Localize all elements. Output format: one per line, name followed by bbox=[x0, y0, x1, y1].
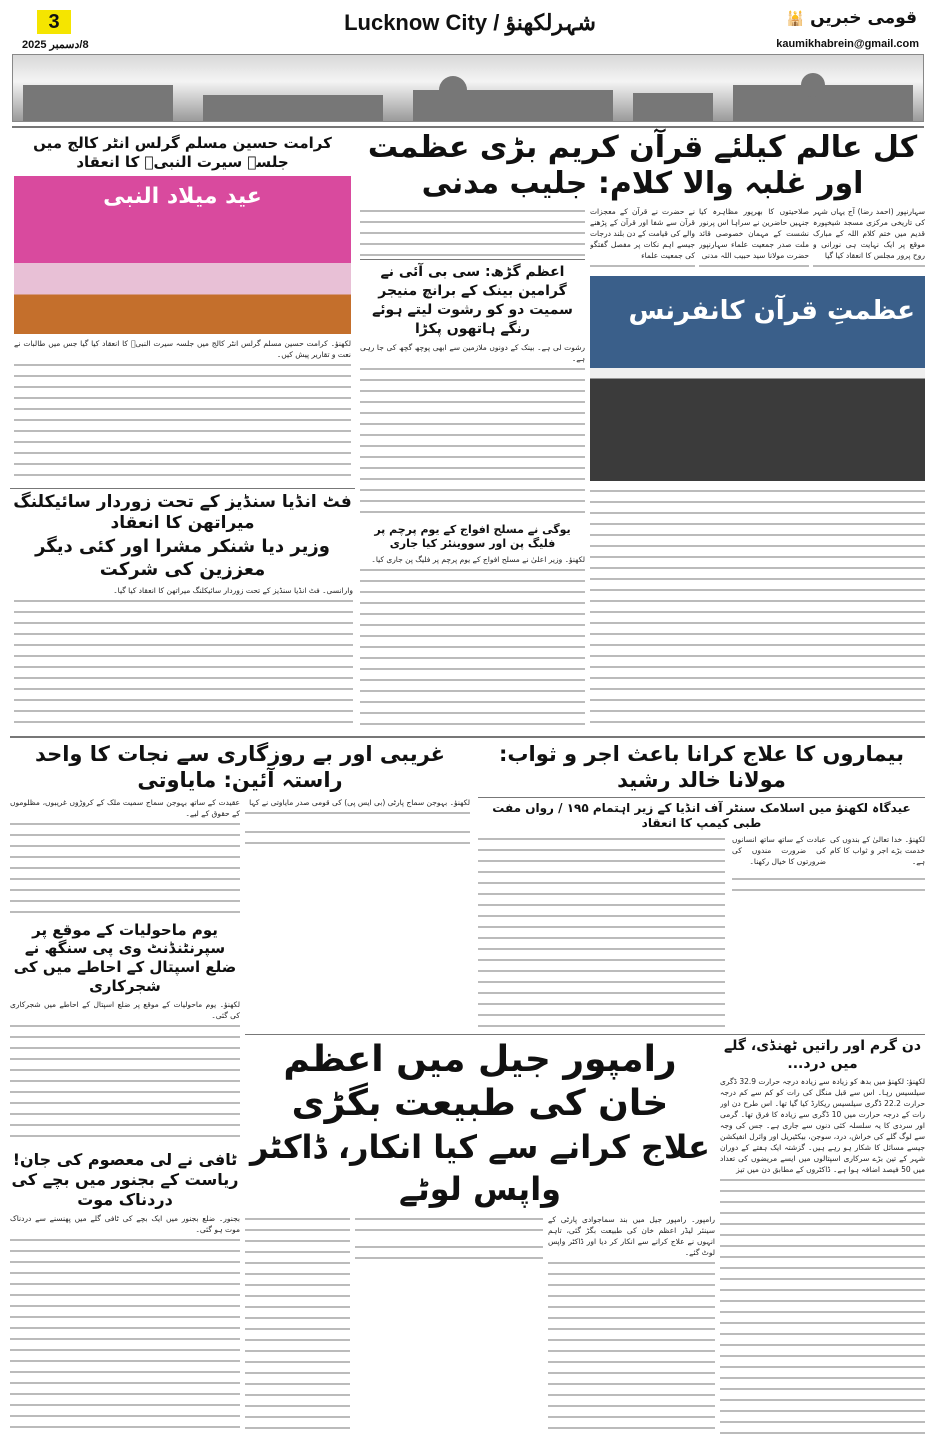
lead-body-lower bbox=[590, 486, 925, 732]
khalid-region bbox=[478, 741, 925, 1032]
khalid-body-col1: لکھنؤ۔ خدا تعالیٰ کے بندوں کی خدمت بڑے اجر و ثواب کا کام ہے۔ bbox=[830, 834, 925, 866]
lead-photo bbox=[590, 276, 925, 481]
environment-body: لکھنؤ۔ یوم ماحولیات کے موقع پر ضلع اسپتال کے احاطے میں شجرکاری کی گئی۔ bbox=[10, 999, 240, 1147]
city-skyline-banner bbox=[12, 54, 924, 122]
newspaper-logo bbox=[787, 8, 917, 28]
azamgarh-body: رشوت لی ہے۔ بینک کے دونوں ملازمین سے ابھی پوچھ گچھ کی جا رہی ہے۔ bbox=[360, 342, 585, 520]
khalid-body-caption bbox=[732, 874, 925, 896]
lead-body-middle bbox=[360, 206, 585, 256]
khalid-body-col2: عبادت کے ساتھ ساتھ انسانوں کی ضرورت مندوں کی ضرورتوں کا خیال رکھنا۔ bbox=[732, 834, 826, 866]
weather-body: لکھنؤ: لکھنؤ میں بدھ کو زیادہ سے زیادہ درجہ حرارت 32.9 ڈگری سیلسیس رہا۔ اس سے قبل منگل کی رات کو کم سے کم درجہ حرارت 22.2 ڈگری سیلسیس ریکارڈ کیا گیا تھا۔ اس طرح دن اور رات کے درجہ حرارت میں 10 ڈگری سے زیادہ کا فرق تھا۔ گرمی اور سردی کا یہ سلسلہ کئی دنوں سے جاری ہے۔ جس کی وجہ سے لوگ گلے کی خراش، درد، سوجن، بیکٹیریل اور وائرل انفیکشن جیسے مسائل کا شکار ہو رہے ہیں۔ گزشتہ ایک ہفتے کے دوران شہر کے تین بڑے سرکاری اسپتالوں میں ایسے مریضوں کی تعداد میں 50 فیصد اضافہ ہوا ہے۔ ڈاکٹروں کے مطابق دن میں تیز bbox=[720, 1076, 925, 1435]
khalid-body-lower bbox=[478, 834, 725, 1033]
azam-khan-body-col4 bbox=[355, 1242, 543, 1264]
issue-date: 8/دسمبر 2025 bbox=[22, 39, 89, 51]
azam-khan-body: رامپور۔ رامپور جیل میں بند سماجوادی پارٹی کے سینئر لیڈر اعظم خان کی طبیعت بگڑ گئی، تاہم انہوں نے علاج کرانے سے انکار کر دیا اور ڈاکٹر واپس لوٹ گئے۔ bbox=[548, 1214, 715, 1435]
skyline-graphic bbox=[13, 55, 924, 122]
yogi-body: لکھنؤ۔ وزیر اعلیٰ نے مسلح افواج کے یوم پرچم پر فلیگ پن جاری کیا۔ bbox=[360, 554, 585, 732]
contact-email[interactable]: kaumikhabrein@gmail.com bbox=[776, 38, 919, 50]
toffee-body: بجنور۔ ضلع بجنور میں ایک بچے کی ٹافی گلے میں پھنسنے سے دردناک موت ہو گئی۔ bbox=[10, 1213, 240, 1435]
photo-banner-text: عظمتِ قرآن کانفرنس bbox=[628, 296, 915, 326]
yogi-headline: یوگی نے مسلح افواج کے یوم پرچم پر فلیگ پن اور سووینئر کیا جاری bbox=[374, 523, 571, 550]
lead-headline: کل عالم کیلئے قرآن کریم بڑی عظمت اور غلبہ والا کلام: جلیب مدنی bbox=[367, 130, 918, 201]
section-title: Lucknow City / شہرلکھنؤ bbox=[344, 10, 596, 35]
azam-khan-body-col3 bbox=[245, 1214, 350, 1435]
environment-headline: یوم ماحولیات کے موقع پر سپرنٹنڈنٹ وی پی سنگھ نے ضلع اسپتال کے احاطے میں کی شجرکاری bbox=[13, 920, 237, 995]
fit-india-subheadline: وزیر دیا شنکر مشرا اور کئی دیگر معززین کی شرکت bbox=[35, 536, 330, 580]
khalid-rasheed-headline: بیماروں کا علاج کرانا باعث اجر و ثواب: مولانا خالد رشید bbox=[499, 742, 904, 793]
mayawati-headline: غریبی اور بے روزگاری سے نجات کا واحد راستہ آئین: مایاوتی bbox=[34, 742, 446, 793]
karamat-headline: کرامت حسین مسلم گرلس انٹر کالج میں جلسہ سیرت النبیؐ کا انعقاد bbox=[33, 134, 332, 171]
mayawati-body-lower bbox=[245, 827, 470, 849]
azam-khan-body-col2 bbox=[355, 1214, 543, 1236]
karamat-body: لکھنؤ۔ کرامت حسین مسلم گرلس انٹر کالج میں جلسہ سیرت النبیؐ کا انعقاد کیا گیا جس میں طالبات نے نعت و تقاریر پیش کیں۔ bbox=[14, 338, 351, 485]
toffee-headline: ٹافی نے لی معصوم کی جان! ریاست کے بجنور میں بچے کی دردناک موت bbox=[11, 1150, 239, 1210]
fit-india-body: وارانسی۔ فٹ انڈیا سنڈیز کے تحت زوردار سائیکلنگ میراتھن کا انعقاد کیا گیا۔ bbox=[14, 585, 353, 732]
mayawati-body-col1: لکھنؤ۔ بہوجن سماج پارٹی (بی ایس پی) کی قومی صدر مایاوتی نے کہا bbox=[245, 797, 470, 821]
azam-khan-subheadline: علاج کرانے سے کیا انکار، ڈاکٹر واپس لوٹے bbox=[249, 1128, 711, 1208]
fit-india-headline: فٹ انڈیا سنڈیز کے تحت زوردار سائیکلنگ میراتھن کا انعقاد bbox=[13, 491, 352, 533]
weather-headline: دن گرم اور راتیں ٹھنڈی، گلے میں درد... bbox=[723, 1038, 922, 1072]
lead-body-col1: سہارنپور (احمد رضا) آج یہاں شہر کی تاریخی مرکزی مسجد شیخپورہ قدیم میں ختم کلام اللہ کے مبارک موقع پر ایک نہایت ہی نورانی و روح پرور مجلس کا انعقاد کیا گیا bbox=[813, 206, 925, 272]
eidgah-subheadline: عیدگاہ لکھنؤ میں اسلامک سنٹر آف انڈیا کے زیر اہتمام ۱۹۵ / رواں مفت طبی کیمپ کا انعقاد bbox=[492, 800, 911, 830]
azam-khan-headline: رامپور جیل میں اعظم خان کی طبیعت بگڑی bbox=[283, 1039, 677, 1124]
mayawati-body-col2: عقیدت کے ساتھ بہوجن سماج سمیت ملک کے کروڑوں غریبوں، مظلوموں کے حقوق کے لیے۔ bbox=[10, 797, 240, 917]
mosque-icon: 🕌 bbox=[786, 11, 805, 27]
karamat-photo bbox=[14, 176, 351, 334]
weather-region bbox=[720, 1038, 925, 1435]
azam-khan-region bbox=[245, 1038, 715, 1435]
page-number-badge: 3 bbox=[37, 10, 71, 34]
logo-text: قومی خبریں bbox=[810, 8, 917, 28]
lead-body-col2: صلاحیتوں کا بھرپور مظاہرہ کیا جنہیں حاضرین نے سراہا اس پرنور نشست کے مہمان خصوصی قائد ملت صدر جمعیت علماء سہارنپور حضرت مولانا سید حبیب اللہ مدنی bbox=[699, 206, 809, 272]
lead-body-col3: نے حضرت نے قرآن کے معجزات قرآن سے شفا اور قرآن کے پڑھنے والے کی قیامت کے دن بلند درجات جیسے اہم نکات پر مفصل گفتگو کی جمعیت علماء bbox=[590, 206, 695, 272]
left-top-region bbox=[10, 134, 355, 732]
lead-region bbox=[360, 130, 925, 732]
azamgarh-headline: اعظم گڑھ: سی بی آئی نے گرامین بینک کے برانچ منیجر سمیت دو کو رشوت لیتے ہوئے رنگے ہاتھوں پکڑا bbox=[372, 264, 573, 337]
photo-banner-text: عید میلاد النبی bbox=[103, 183, 262, 209]
